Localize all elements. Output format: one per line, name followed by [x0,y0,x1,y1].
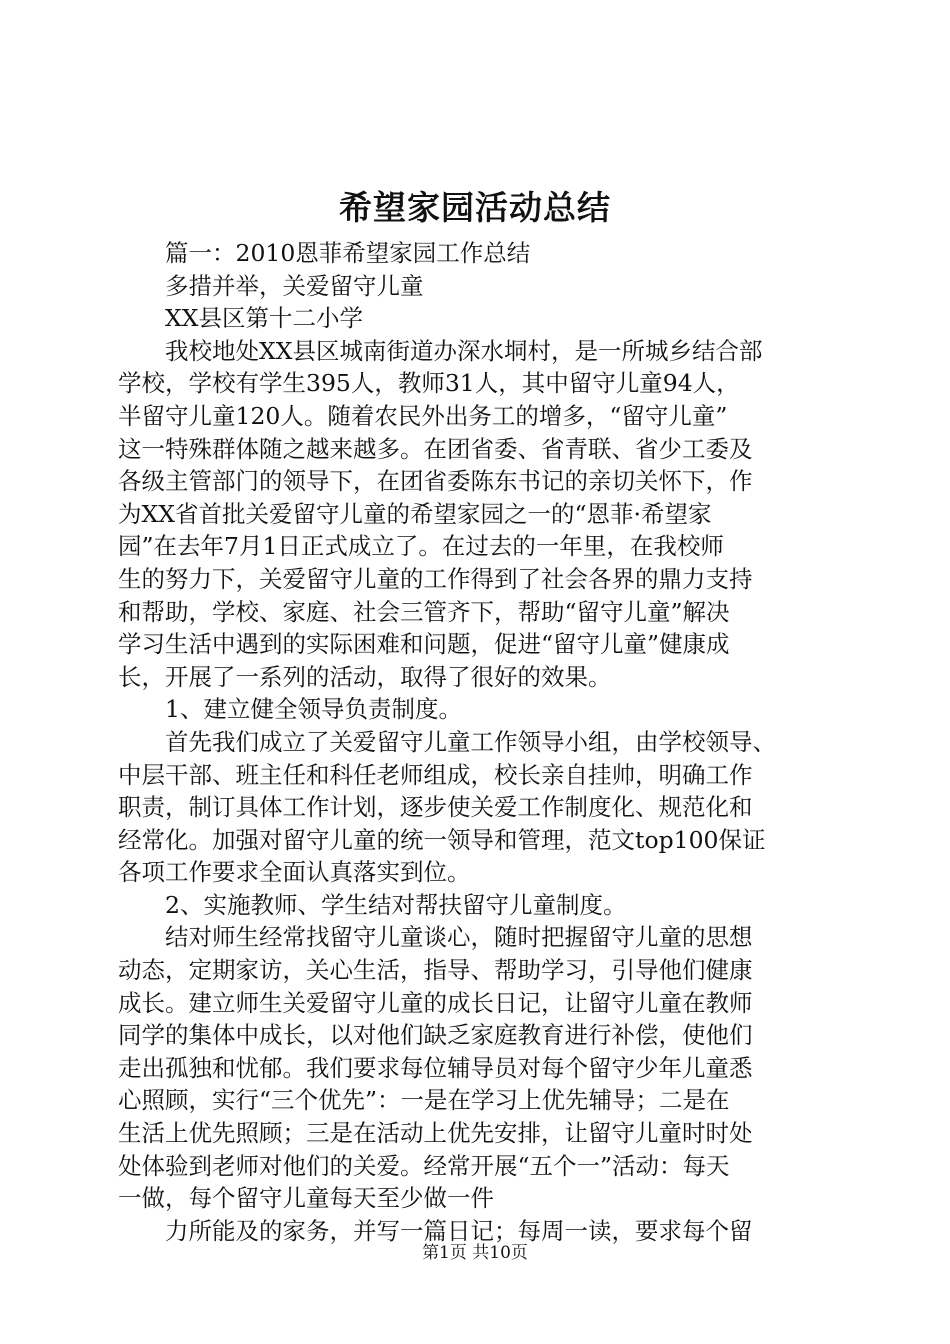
paragraph-line: 成长。建立师生关爱留守儿童的成长日记，让留守儿童在教师 [118,988,753,1017]
paragraph-line: 半留守儿童120人。随着农民外出务工的增多，“留守儿童” [118,401,728,430]
paragraph [118,726,834,889]
paragraph-line: 长，开展了一系列的活动，取得了很好的效果。 [118,662,612,691]
paragraph [118,302,834,335]
document-title: 希望家园活动总结 [339,188,611,227]
paragraph-line: 多措并举，关爱留守儿童 [165,271,424,300]
paragraph-line: 一做，每个留守儿童每天至少做一件 [118,1184,494,1213]
paragraph-line: 同学的集体中成长，以对他们缺乏家庭教育进行补偿，使他们 [118,1021,753,1050]
paragraph-line: 和帮助，学校、家庭、社会三管齐下，帮助“留守儿童”解决 [118,597,730,626]
paragraph-line: 2、实施教师、学生结对帮扶留守儿童制度。 [165,890,627,919]
paragraph-line: 职责，制订具体工作计划，逐步使关爱工作制度化、规范化和 [118,793,753,822]
paragraph-line: 这一特殊群体随之越来越多。在团省委、省青联、省少工委及 [118,434,753,463]
paragraph [118,693,834,726]
paragraph-line: 心照顾，实行“三个优先”：一是在学习上优先辅导；二是在 [118,1086,730,1115]
paragraph [118,270,834,303]
paragraph [118,889,834,922]
paragraph-line: 中层干部、班主任和科任老师组成，校长亲自挂帅，明确工作 [118,760,753,789]
paragraph-line: 结对师生经常找留守儿童谈心，随时把握留守儿童的思想 [165,923,753,952]
paragraph-line: 首先我们成立了关爱留守儿童工作领导小组，由学校领导、 [165,727,776,756]
paragraph-line: 动态，定期家访，关心生活，指导、帮助学习，引导他们健康 [118,956,753,985]
paragraph-line: 力所能及的家务，并写一篇日记；每周一读，要求每个留 [165,1216,753,1245]
paragraph [118,921,834,1214]
paragraph-line: 走出孤独和忧郁。我们要求每位辅导员对每个留守少年儿童悉 [118,1053,753,1082]
paragraph-line: 篇一：2010恩菲希望家园工作总结 [165,239,531,267]
paragraph-line: 1、建立健全领导负责制度。 [165,695,462,724]
page-footer: 第1页 共10页 [422,1243,528,1263]
paragraph-line: XX县区第十二小学 [165,304,363,333]
paragraph [118,237,834,270]
paragraph-line: 为XX省首批关爱留守儿童的希望家园之一的“恩菲·希望家 [118,499,712,528]
paragraph-line: 学校，学校有学生395人，教师31人，其中留守儿童94人， [118,369,740,398]
paragraph-line: 生活上优先照顾；三是在活动上优先安排，让留守儿童时时处 [118,1119,753,1148]
document-body [118,237,834,1247]
paragraph [118,335,834,694]
paragraph-line: 各级主管部门的领导下，在团省委陈东书记的亲切关怀下，作 [118,467,753,496]
paragraph-line: 园”在去年7月1日正式成立了。在过去的一年里，在我校师 [118,532,724,561]
paragraph-line: 学习生活中遇到的实际困难和问题，促进“留守儿童”健康成 [118,630,730,659]
paragraph-line: 处体验到老师对他们的关爱。经常开展“五个一”活动：每天 [118,1151,730,1180]
paragraph-line: 各项工作要求全面认真落实到位。 [118,858,471,887]
paragraph-line: 生的努力下，关爱留守儿童的工作得到了社会各界的鼎力支持 [118,564,753,593]
paragraph-line: 我校地处XX县区城南街道办深水垌村，是一所城乡结合部 [165,336,763,365]
paragraph-line: 经常化。加强对留守儿童的统一领导和管理，范文top100保证 [118,825,766,854]
